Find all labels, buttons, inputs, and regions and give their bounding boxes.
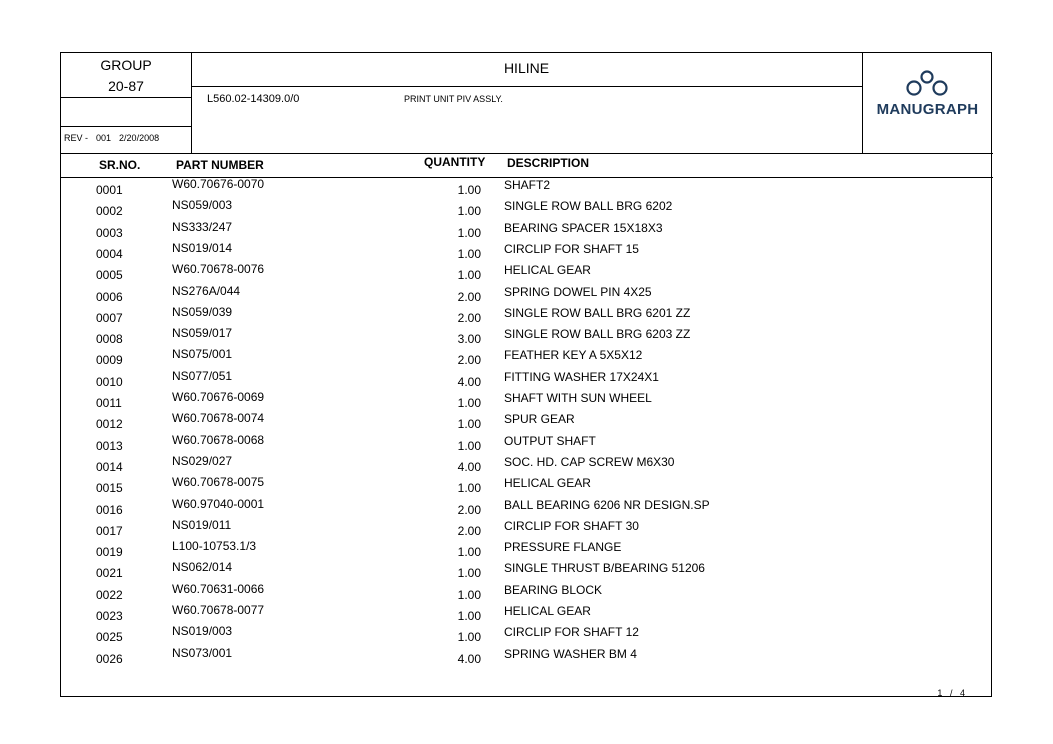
page-title: HILINE	[503, 60, 550, 76]
row-sr-no: 0026	[96, 651, 123, 666]
row-quantity: 2.00	[457, 289, 481, 304]
row-sr-no: 0006	[96, 289, 123, 304]
table-row	[61, 560, 993, 581]
row-quantity: 2.00	[457, 310, 481, 325]
row-sr-no: 0009	[96, 353, 123, 368]
row-sr-no: 0022	[96, 587, 123, 602]
row-description: HELICAL GEAR	[504, 476, 591, 491]
header-bottom-line	[61, 153, 993, 154]
row-description: SINGLE THRUST B/BEARING 51206	[504, 561, 705, 576]
row-part-number: W60.70678-0077	[172, 603, 265, 617]
row-sr-no: 0015	[96, 481, 123, 496]
table-row	[61, 475, 993, 496]
row-sr-no: 0012	[96, 417, 123, 432]
page-total: 4	[959, 688, 965, 698]
row-part-number: NS075/001	[172, 347, 233, 362]
table-row	[61, 220, 993, 241]
row-quantity: 3.00	[457, 332, 481, 347]
row-sr-no: 0001	[96, 183, 123, 197]
document-number: L560.02-14309.0/0	[207, 93, 300, 105]
row-sr-no: 0021	[96, 566, 123, 581]
row-sr-no: 0019	[96, 545, 123, 560]
row-sr-no: 0008	[96, 332, 123, 347]
table-row	[61, 411, 993, 432]
row-sr-no: 0011	[96, 396, 122, 410]
rev-number: 001	[96, 133, 112, 143]
row-sr-no: 0017	[96, 523, 123, 538]
table-row	[61, 603, 993, 624]
row-quantity: 1.00	[457, 225, 481, 240]
row-part-number: W60.70678-0075	[172, 475, 265, 490]
row-description: SPRING DOWEL PIN 4X25	[504, 284, 652, 299]
row-sr-no: 0013	[96, 438, 123, 453]
row-description: PRESSURE FLANGE	[504, 540, 622, 555]
row-description: SOC. HD. CAP SCREW M6X30	[504, 454, 675, 469]
row-quantity: 1.00	[457, 204, 481, 219]
column-header-part-number: PART NUMBER	[176, 158, 264, 172]
row-description: CIRCLIP FOR SHAFT 30	[504, 518, 639, 533]
row-description: FEATHER KEY A 5X5X12	[504, 348, 643, 363]
row-part-number: NS029/027	[172, 453, 233, 468]
row-quantity: 1.00	[457, 545, 481, 560]
row-part-number: W60.70678-0068	[172, 432, 265, 447]
row-description: BEARING SPACER 15X18X3	[504, 220, 663, 235]
row-sr-no: 0007	[96, 310, 123, 325]
table-row	[61, 305, 993, 326]
row-quantity: 2.00	[457, 353, 481, 368]
row-part-number: W60.70676-0070	[172, 177, 265, 191]
row-sr-no: 0005	[96, 268, 123, 283]
table-row	[61, 390, 993, 411]
row-description: CIRCLIP FOR SHAFT 15	[504, 241, 639, 256]
row-description: SPUR GEAR	[504, 412, 575, 427]
row-description: OUTPUT SHAFT	[504, 433, 596, 448]
row-part-number: W60.97040-0001	[172, 496, 265, 511]
row-part-number: NS059/039	[172, 304, 233, 319]
table-row	[61, 454, 993, 475]
row-sr-no: 0023	[96, 609, 123, 623]
row-part-number: NS077/051	[172, 368, 233, 383]
row-quantity: 1.00	[457, 587, 481, 602]
row-description: HELICAL GEAR	[504, 604, 591, 618]
table-row	[61, 326, 993, 347]
row-description: SHAFT2	[504, 178, 551, 192]
rev-label: REV -	[64, 133, 89, 143]
table-row	[61, 582, 993, 603]
row-description: SINGLE ROW BALL BRG 6203 ZZ	[504, 327, 691, 342]
row-part-number: W60.70631-0066	[172, 581, 265, 596]
row-quantity: 1.00	[457, 183, 481, 197]
row-part-number: NS059/003	[172, 198, 233, 213]
row-quantity: 1.00	[457, 268, 481, 283]
table-row	[61, 241, 993, 262]
row-sr-no: 0016	[96, 502, 123, 517]
row-part-number: NS333/247	[172, 219, 233, 234]
page-current: 1	[937, 688, 943, 698]
table-row	[61, 497, 993, 518]
title-separator	[191, 86, 862, 87]
document-frame	[60, 52, 992, 697]
row-sr-no: 0002	[96, 204, 123, 219]
page-number	[937, 688, 965, 698]
row-quantity: 4.00	[457, 459, 481, 474]
row-part-number: NS019/014	[172, 240, 233, 255]
row-description: SHAFT WITH SUN WHEEL	[504, 391, 652, 405]
table-row	[61, 624, 993, 645]
table-row	[61, 369, 993, 390]
row-part-number: NS059/017	[172, 326, 233, 341]
rev-separator	[61, 126, 191, 127]
page-separator: /	[949, 688, 953, 698]
row-part-number: NS019/011	[172, 517, 232, 532]
manugraph-logo	[862, 67, 993, 127]
table-row	[61, 539, 993, 560]
rev-date: 2/20/2008	[119, 133, 160, 143]
table-row	[61, 433, 993, 454]
group-label: GROUP	[100, 57, 152, 73]
row-description: SINGLE ROW BALL BRG 6202	[504, 199, 673, 214]
column-header-sr-no: SR.NO.	[99, 158, 141, 172]
column-header-quantity: QUANTITY	[424, 155, 486, 169]
table-row	[61, 284, 993, 305]
row-sr-no: 0003	[96, 225, 123, 240]
row-quantity: 4.00	[457, 374, 481, 389]
table-row	[61, 198, 993, 219]
table-row	[61, 646, 993, 667]
row-quantity: 1.00	[457, 246, 481, 261]
row-quantity: 1.00	[457, 630, 481, 645]
table-row	[61, 177, 993, 198]
group-code: 20-87	[108, 78, 144, 94]
row-description: BALL BEARING 6206 NR DESIGN.SP	[504, 497, 710, 512]
row-part-number: W60.70678-0076	[172, 262, 265, 277]
row-quantity: 2.00	[457, 523, 481, 538]
row-sr-no: 0004	[96, 246, 123, 261]
document-description: PRINT UNIT PIV ASSLY.	[404, 94, 503, 104]
column-header-description: DESCRIPTION	[507, 156, 590, 170]
row-quantity: 1.00	[457, 566, 481, 581]
table-row	[61, 347, 993, 368]
row-description: FITTING WASHER 17X24X1	[504, 369, 659, 384]
row-quantity: 1.00	[457, 417, 481, 432]
table-row	[61, 518, 993, 539]
row-description: CIRCLIP FOR SHAFT 12	[504, 625, 639, 640]
row-part-number: NS276A/044	[172, 283, 241, 298]
row-quantity: 1.00	[457, 609, 481, 623]
row-sr-no: 0025	[96, 630, 123, 645]
row-description: BEARING BLOCK	[504, 582, 603, 597]
row-part-number: NS019/003	[172, 624, 233, 639]
row-quantity: 1.00	[457, 481, 481, 496]
row-part-number: W60.70678-0074	[172, 411, 265, 426]
row-part-number: NS062/014	[172, 560, 233, 575]
logo-text: MANUGRAPH	[876, 101, 979, 118]
row-description: HELICAL GEAR	[504, 263, 591, 278]
row-quantity: 1.00	[457, 438, 481, 453]
row-description: SINGLE ROW BALL BRG 6201 ZZ	[504, 305, 691, 320]
group-separator	[61, 97, 191, 98]
row-description: SPRING WASHER BM 4	[504, 646, 637, 661]
table-row	[61, 262, 993, 283]
row-sr-no: 0014	[96, 459, 123, 474]
row-sr-no: 0010	[96, 374, 123, 389]
revision-info	[64, 133, 167, 143]
row-quantity: 2.00	[457, 502, 481, 517]
row-part-number: W60.70676-0069	[172, 390, 265, 404]
logo-rings-icon	[862, 67, 993, 101]
row-part-number: L100-10753.1/3	[172, 539, 257, 554]
row-quantity: 1.00	[457, 396, 481, 410]
row-part-number: NS073/001	[172, 645, 233, 660]
row-quantity: 4.00	[457, 651, 481, 666]
